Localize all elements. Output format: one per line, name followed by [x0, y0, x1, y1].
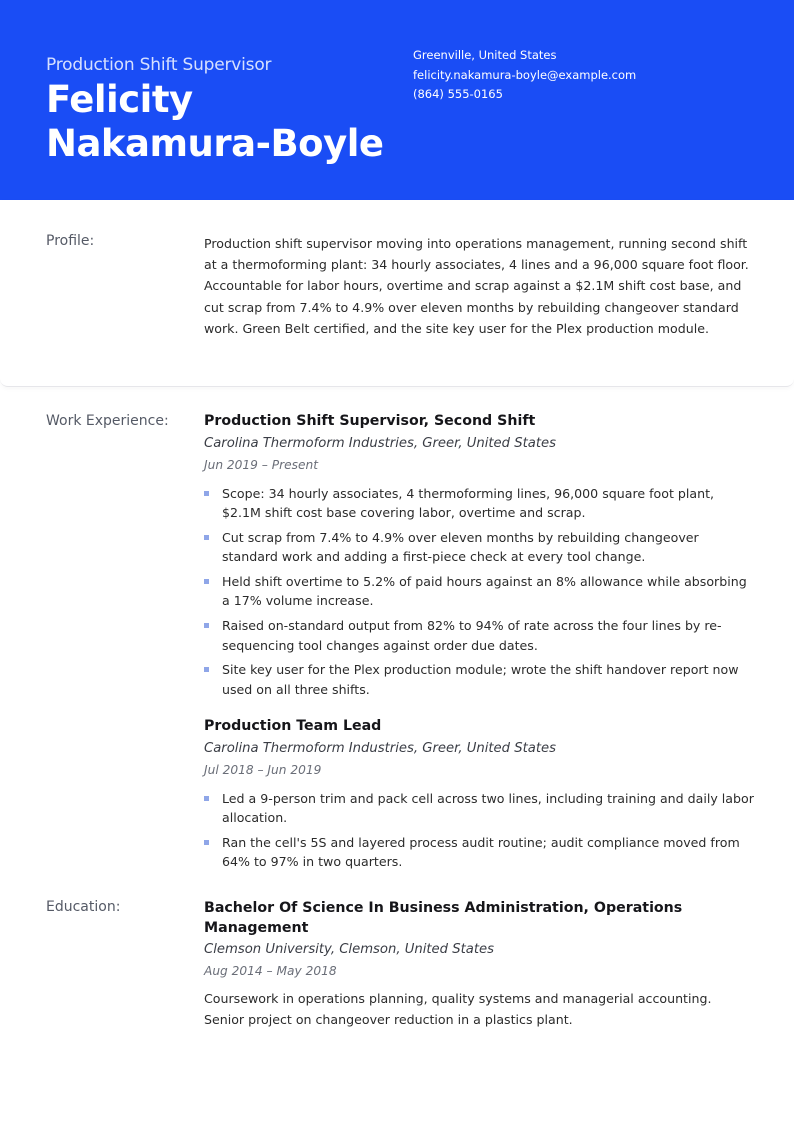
list-item — [204, 484, 754, 523]
bullet-square-icon — [204, 796, 209, 801]
job-bullets — [204, 789, 754, 872]
job-title: Production Shift Supervisor, Second Shift — [204, 413, 536, 429]
bullet-text: Raised on-standard output from 82% to 94% of rate across the four lines by re-sequencing tool changes against order due dates. — [222, 618, 722, 653]
degree-title: Bachelor Of Science In Business Administration, Operations Management — [204, 900, 683, 936]
job-dates: Jul 2018 – Jun 2019 — [204, 762, 322, 777]
job-bullets — [204, 484, 754, 700]
bullet-text: Scope: 34 hourly associates, 4 thermoforming lines, 96,000 square foot plant, $2.1M shift cost base covering labor, overtime and scrap. — [222, 485, 715, 521]
email-link[interactable]: felicity.nakamura-boyle@example.com — [413, 67, 637, 82]
work-experience-label: Work Experience: — [46, 413, 169, 429]
list-item — [204, 616, 754, 655]
phone-text: (864) 555-0165 — [413, 87, 503, 101]
bullet-square-icon — [204, 840, 209, 845]
education-entry — [204, 899, 754, 1030]
bullet-text: Cut scrap from 7.4% to 4.9% over eleven months by rebuilding changeover standard work and adding a first-piece check at every tool change. — [222, 529, 699, 565]
bullet-square-icon — [204, 623, 209, 628]
profile-label: Profile: — [46, 233, 95, 249]
education-dates: Aug 2014 – May 2018 — [204, 964, 337, 978]
bullet-text: Led a 9-person trim and pack cell across two lines, including training and daily labor allocation. — [222, 790, 754, 826]
school-name: Clemson University, Clemson, United States — [204, 942, 495, 957]
job-entry — [204, 717, 754, 877]
job-organization: Carolina Thermoform Industries, Greer, United States — [204, 435, 557, 451]
bullet-text: Ran the cell's 5S and layered process audit routine; audit compliance moved from 64% to 97% in two quarters. — [222, 834, 740, 870]
resume-header — [0, 0, 794, 200]
bullet-square-icon — [204, 491, 209, 496]
contact-info — [413, 46, 636, 105]
job-dates: Jun 2019 – Present — [204, 457, 318, 472]
education-description: Coursework in operations planning, quality systems and managerial accounting. Senior project on changeover reduction in a plastics plant. — [204, 991, 712, 1027]
bullet-square-icon — [204, 667, 209, 672]
bullet-text: Held shift overtime to 5.2% of paid hours against an 8% allowance while absorbing a 17% volume increase. — [222, 573, 747, 609]
job-entry — [204, 412, 754, 704]
bullet-text: Site key user for the Plex production module; wrote the shift handover report now used on all three shifts. — [222, 662, 739, 697]
list-item — [204, 528, 754, 567]
job-title: Production Shift Supervisor — [46, 55, 272, 75]
bullet-square-icon — [204, 535, 209, 540]
list-item — [204, 572, 754, 611]
bullet-square-icon — [204, 579, 209, 584]
education-label: Education: — [46, 899, 121, 915]
list-item — [204, 833, 754, 872]
list-item — [204, 789, 754, 828]
candidate-name: Felicity Nakamura-Boyle — [46, 78, 384, 165]
job-title: Production Team Lead — [204, 718, 382, 734]
job-organization: Carolina Thermoform Industries, Greer, United States — [204, 740, 557, 756]
location-text: Greenville, United States — [413, 48, 557, 62]
list-item — [204, 660, 754, 699]
profile-summary: Production shift supervisor moving into operations management, running second shift at a thermoforming plant: 34 hourly associates, 4 lines and a 96,000 square foot floor. Accountable for labor hours, overtime and scrap against a $2.1M shift cost base, and cut scrap from 7.4% to 4.9% over eleven months by rebuilding changeover standard work. Green Belt certified, and the site key user for the Plex production module. — [204, 236, 749, 336]
